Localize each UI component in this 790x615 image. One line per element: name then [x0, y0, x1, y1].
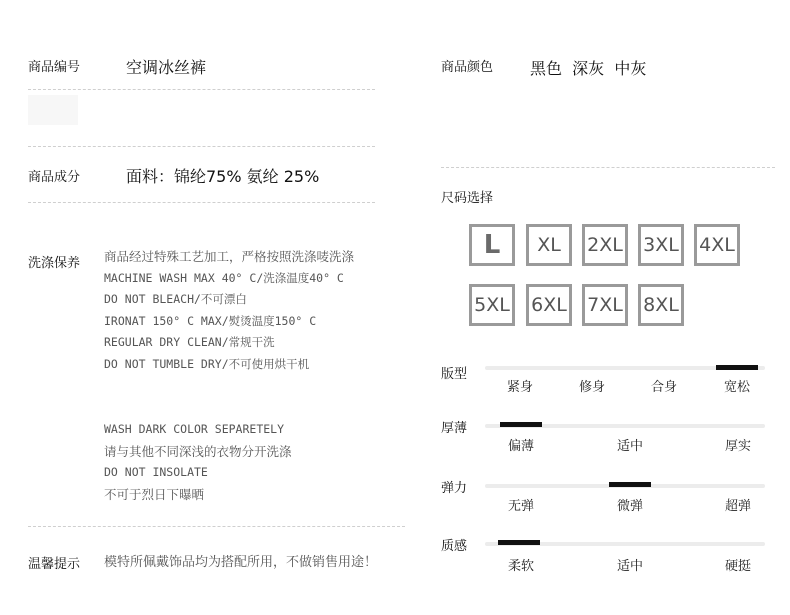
material-value: 面料：锦纶75% 氨纶 25% — [126, 167, 320, 186]
divider — [28, 526, 405, 527]
care-line: REGULAR DRY CLEAN/常规干洗 — [104, 335, 275, 349]
care-line: MACHINE WASH MAX 40° C/洗涤温度40° C — [104, 270, 344, 285]
fit-option: 修身 — [578, 380, 606, 395]
elasticity-option: 超弹 — [724, 499, 752, 514]
texture-option: 硬挺 — [724, 559, 752, 574]
elasticity-label: 弹力 — [441, 481, 468, 496]
fit-label: 版型 — [441, 367, 468, 382]
divider — [28, 146, 375, 147]
divider — [28, 89, 375, 90]
size-option-L[interactable]: L — [469, 224, 515, 266]
color-label: 商品颜色 — [441, 60, 494, 75]
thickness-option: 偏薄 — [507, 439, 535, 454]
thickness-option: 适中 — [616, 439, 644, 454]
texture-label: 质感 — [441, 539, 468, 554]
thickness-option: 厚实 — [724, 439, 752, 454]
size-option-6XL[interactable]: 6XL — [526, 284, 572, 326]
care-instructions — [104, 246, 354, 375]
elasticity-option: 微弹 — [616, 499, 644, 514]
faded-block — [28, 95, 78, 125]
care-line: DO NOT BLEACH/不可漂白 — [104, 292, 247, 306]
elasticity-marker — [609, 482, 651, 487]
care-line: 请与其他不同深浅的衣物分开洗涤 — [104, 443, 292, 459]
care-label: 洗涤保养 — [28, 256, 81, 271]
care-line: 不可于烈日下曝晒 — [104, 486, 205, 502]
size-option-8XL[interactable]: 8XL — [638, 284, 684, 326]
fit-option: 宽松 — [723, 380, 751, 395]
care-line: WASH DARK COLOR SEPARETELY — [104, 422, 285, 436]
size-option-5XL[interactable]: 5XL — [469, 284, 515, 326]
care-line: DO NOT TUMBLE DRY/不可使用烘干机 — [104, 356, 310, 371]
color-value: 黑色 深灰 中灰 — [530, 59, 647, 78]
size-option-XL[interactable]: XL — [526, 224, 572, 266]
size-option-4XL[interactable]: 4XL — [694, 224, 740, 266]
fit-marker — [716, 365, 758, 370]
fit-option: 紧身 — [506, 380, 534, 395]
note-label: 温馨提示 — [28, 557, 81, 572]
product-code-value: 空调冰丝裤 — [126, 58, 207, 77]
size-option-7XL[interactable]: 7XL — [582, 284, 628, 326]
care-line: DO NOT INSOLATE — [104, 465, 208, 479]
texture-marker — [498, 540, 540, 545]
size-option-2XL[interactable]: 2XL — [582, 224, 628, 266]
divider — [441, 167, 775, 168]
care-line: IRONAT 150° C MAX/熨烫温度150° C — [104, 313, 317, 328]
size-label: 尺码选择 — [441, 191, 494, 206]
note-value: 模特所佩戴饰品均为搭配所用，不做销售用途！ — [104, 555, 378, 570]
material-label: 商品成分 — [28, 170, 81, 185]
care-line: 商品经过特殊工艺加工，严格按照洗涤唛洗涤 — [104, 249, 355, 264]
divider — [28, 202, 375, 203]
thickness-label: 厚薄 — [441, 421, 468, 436]
texture-option: 柔软 — [507, 559, 535, 574]
product-code-label: 商品编号 — [28, 60, 81, 75]
thickness-marker — [500, 422, 542, 427]
elasticity-option: 无弹 — [507, 499, 535, 514]
fit-option: 合身 — [650, 380, 678, 395]
care-instructions-2 — [104, 419, 292, 505]
size-option-3XL[interactable]: 3XL — [638, 224, 684, 266]
texture-option: 适中 — [616, 559, 644, 574]
